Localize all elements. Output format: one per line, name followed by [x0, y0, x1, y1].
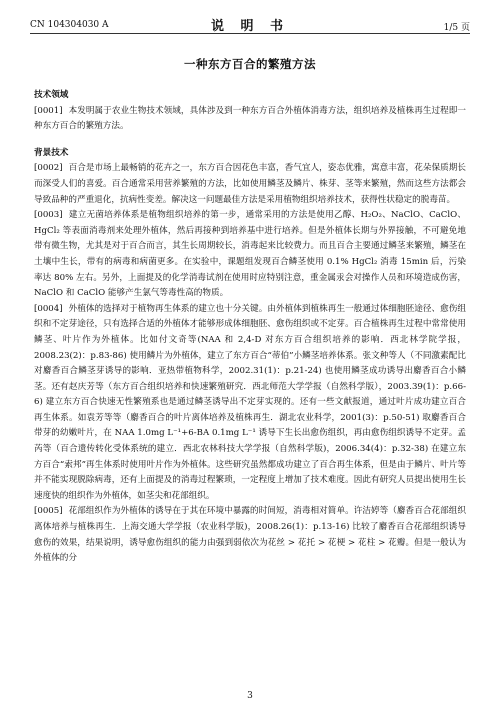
paragraph-text: 外植体的选择对于植物再生体系的建立也十分关键。由外植体到植株再生一般通过体细胞胚途径、愈伤组织和不定芽途径，只有选择合适的外植体才能够形成体细胞胚、愈伤组织或不定芽。百合植株再生过程中常常使用鳞茎、叶片作为外植体。比如付文奇等(NAA 和 2,4-D 对东方百合组织培养的影响．西北林学院学报，2008.23(2)：p.83-86) 使用鳞片为外植体，建立了东方百合“蒂伯”小鳞茎培养体系。张文种等人（不同激素配比对麝香百合鳞茎芽诱导的影响．亚热带植物科学，2002.31(1)：p.21-24) 也使用鳞茎成功诱导出麝香百合小鳞茎。还有赵庆芳等（东方百合组织培养和快速繁殖研究．西北师范大学学报（自然科学版），2003.39(1)：p.66-6) 建立东方百合快速无性繁殖系也是通过鳞茎诱导出不定芽实现的。还有一些文献报道，通过叶片成功建立百合再生体系。如袁芳等等（麝香百合的叶片离体培养及植株再生．湖北农业科学，2001(3)：p.50-51) 取麝香百合带芽的幼嫩叶片，在 NAA 1.0mg L⁻¹+6-BA 0.1mg L⁻¹ 诱导下生长出愈伤组织，再由愈伤组织诱导不定芽。孟芮等（百合遗传转化受体系统的建立．西北农林科技大学学报（自然科学版)，2006.34(4)：p.32-38) 在建立东方百合“索邦”再生体系时使用叶片作为外植体。这些研究虽然都成功建立了百合再生体系，但是由于鳞片、叶片等并不能实现脱除病毒，还有上面提及的消毒过程繁琐，一定程度上增加了技术难度。因此有研究人员提出使用生长速度快的组织作为外植体，如茎尖和花部组织。 — [34, 303, 466, 501]
paragraph-0005 — [34, 504, 466, 566]
paragraph-text: 百合是市场上最畅销的花卉之一，东方百合因花色丰富，香气宜人，姿态优雅，寓意丰富，花朵保质期长而深受人们的喜爱。百合通常采用营养繁殖的方法，比如使用鳞茎及鳞片、株芽、茎等来繁殖，然而这些方法都会导致品种的严重退化，抗病性变差。解决这一问题最佳方法是采用植物组织培养技术，获得性状稳定的脱毒苗。 — [34, 163, 466, 205]
page-header — [30, 14, 470, 34]
header-divider — [30, 33, 470, 34]
paragraph-0002 — [34, 161, 466, 208]
paragraph-number: [0002] — [34, 163, 63, 174]
section-heading-background: 背景技术 — [34, 147, 69, 158]
paragraph-number: [0003] — [34, 210, 63, 221]
paragraph-number: [0004] — [34, 303, 63, 314]
document-type: 说 明 书 — [210, 19, 290, 34]
paragraph-0001 — [34, 104, 466, 135]
page-info: 1/5 页 — [443, 23, 470, 33]
document-title: 一种东方百合的繁殖方法 — [184, 57, 316, 71]
page-number: 3 — [247, 691, 253, 701]
paragraph-0003 — [34, 208, 466, 302]
section-heading-tech-field: 技术领域 — [34, 90, 69, 100]
paragraph-0004 — [34, 302, 466, 505]
paragraph-number: [0005] — [34, 506, 63, 517]
paragraph-text: 花部组织作为外植体的诱导在于其在环境中暴露的时间短，消毒相对简单。许洁婷等（麝香百合花部组织离体培养与植株再生．上海交通大学学报（农业科学版)，2008.26(1)：p.13-16) 比较了麝香百合花部组织诱导愈伤的效果，结果说明，诱导愈伤组织的能力由强到弱依次为花丝 > 花托 > 花梗 > 花柱 > 花瓣。但是一般认为外植体的分 — [34, 506, 466, 564]
section-gap — [34, 135, 466, 146]
paragraph-number: [0001] — [34, 105, 63, 116]
patent-number: CN 104304030 A — [30, 20, 109, 30]
document-body — [34, 88, 466, 567]
paragraph-text: 本发明属于农业生物技术领域，具体涉及到一种东方百合外植体消毒方法，组织培养及植株再生过程即一种东方百合的繁殖方法。 — [34, 105, 466, 132]
paragraph-text: 建立无菌培养体系是植物组织培养的第一步，通常采用的方法是使用乙醇、H₂O₂、NaClO、CaClO、HgCl₂ 等表面消毒剂来处理外植体，然后再接种到培养基中进行培养。但是外植体长期与外界接触，不可避免地带有微生物，尤其是对于百合而言，其生长周期较长，消毒起来比较费力。而且百合主要通过鳞茎来繁殖，鳞茎在土壤中生长，带有的病毒和病菌更多。在实验中，课题组发现百合鳞茎使用 0.1% HgCl₂ 消毒 15min 后，污染率达 80% 左右。另外，上面提及的化学消毒试剂在使用时应特别注意，重金属汞会对操作人员和环境造成伤害，NaClO 和 CaClO 能够产生氯气等毒性高的物质。 — [34, 210, 466, 299]
